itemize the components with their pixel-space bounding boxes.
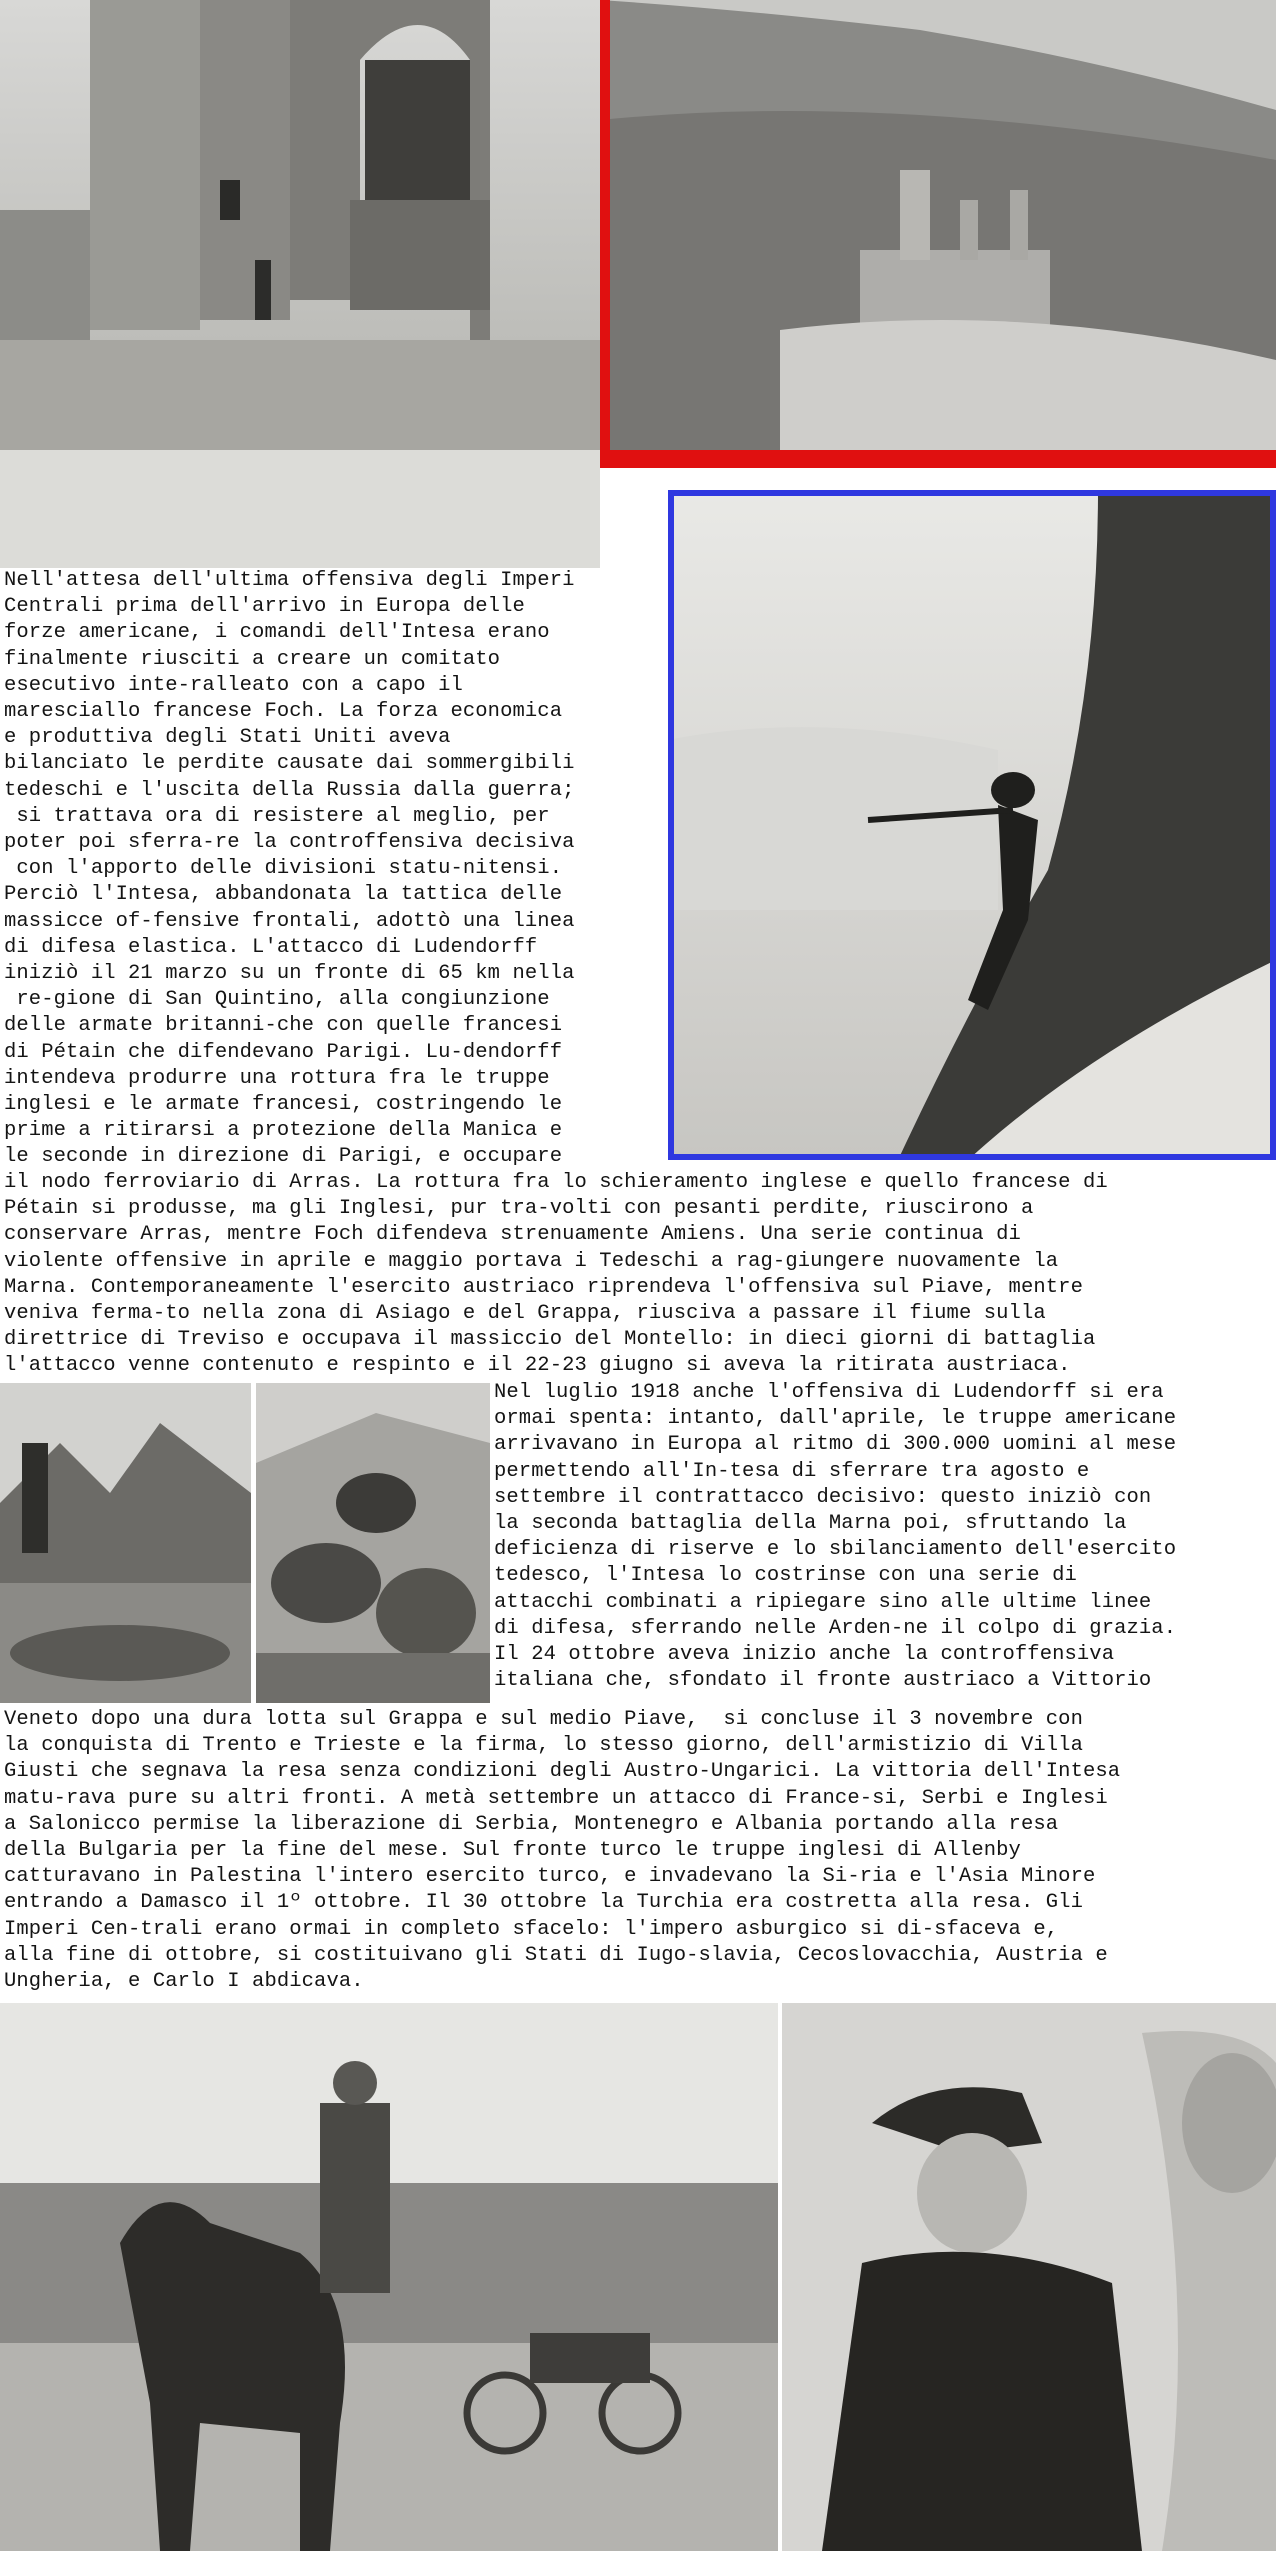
photo-troops-in-rocks: [256, 1383, 490, 1703]
officer-mountains-image: [0, 1383, 251, 1703]
photo-alpine-officers: [782, 2003, 1276, 2551]
photo-ruined-church: [0, 0, 600, 568]
soldier-on-ridge-image: [668, 490, 1276, 1160]
alpine-cemetery-image: [600, 0, 1276, 468]
article-paragraph-3: Nel luglio 1918 anche l'offensiva di Ludendorff si era ormai spenta: intanto, dall'aprile, le truppe americane arrivavano in Europa al ritmo di 300.000 uomini al mese permettendo all'In-tesa di sferrare tra agosto e settembre il contrattacco decisivo: questo iniziò con la seconda battaglia della Marna poi, sfruttando la deficienza di riserve e lo sbilanciamento dell'esercito tedesco, l'Intesa lo costrinse con una serie di attacchi combinati a ripiegare sino alle ultime linee di difesa, sferrando nelle Arden-ne il colpo di grazia. Il 24 ottobre aveva inizio anche la controffensiva italiana che, sfondato il fronte austriaco a Vittorio: [494, 1381, 1177, 1693]
alpine-officers-image: [782, 2003, 1276, 2551]
photo-alpine-cemetery: [600, 0, 1276, 468]
troops-in-rocks-image: [256, 1383, 490, 1703]
article-paragraph-4: Veneto dopo una dura lotta sul Grappa e sul medio Piave, si concluse il 3 novembre con la conquista di Trento e Trieste e la firma, lo stesso giorno, dell'armistizio di Villa Giusti che segnava la resa senza condizioni degli Austro-Ungarici. La vittoria dell'Intesa matu-rava pure su altri fronti. A metà settembre un attacco di France-si, Serbi e Inglesi a Salonicco permise la liberazione di Serbia, Montenegro e Albania portando alla resa della Bulgaria per la fine del mese. Sul fronte turco le truppe inglesi di Allenby catturavano in Palestina l'intero esercito turco, e invadevano la Si-ria e l'Asia Minore entrando a Damasco il 1º ottobre. Il 30 ottobre la Turchia era costretta alla resa. Gli Imperi Cen-trali erano ormai in completo sfacelo: l'impero asburgico si di-sfaceva e, alla fine di ottobre, si costituivano gli Stati di Iugo-slavia, Cecoslovacchia, Austria e Ungheria, e Carlo I abdicava.: [4, 1708, 1121, 1994]
photo-soldier-on-ridge: [668, 490, 1276, 1160]
ruined-church-image: [0, 0, 600, 568]
photo-cavalry-officers: [0, 2003, 778, 2551]
photo-officer-mountains: [0, 1383, 251, 1703]
cavalry-officers-image: [0, 2003, 778, 2551]
article-paragraph-1: Nell'attesa dell'ultima offensiva degli Imperi Centrali prima dell'arrivo in Europa delle forze americane, i comandi dell'Intesa erano finalmente riusciti a creare un comitato esecutivo inte-ralleato con a capo il maresciallo francese Foch. La forza economica e produttiva degli Stati Uniti aveva bilanciato le perdite causate dai sommergibili tedeschi e l'uscita della Russia dalla guerra; si trattava ora di resistere al meglio, per poter poi sferra-re la controffensiva decisiva con l'apporto delle divisioni statu-nitensi. Perciò l'Intesa, abbandonata la tattica delle massicce of-fensive frontali, adottò una linea di difesa elastica. L'attacco di Ludendorff iniziò il 21 marzo su un fronte di 65 km nella re-gione di San Quintino, alla congiunzione delle armate britanni-che con quelle francesi di Pétain che difendevano Parigi. Lu-dendorff intendeva produrre una rottura fra le truppe inglesi e le armate francesi, costringendo le prime a ritirarsi a protezione della Manica e le seconde in direzione di Parigi, e occupare: [4, 569, 575, 1169]
article-paragraph-2: il nodo ferroviario di Arras. La rottura fra lo schieramento inglese e quello francese di Pétain si produsse, ma gli Inglesi, pur tra-volti con pesanti perdite, riuscirono a conservare Arras, mentre Foch difendeva strenuamente Amiens. Una serie continua di violente offensive in aprile e maggio portava i Tedeschi a rag-giungere nuovamente la Marna. Contemporaneamente l'esercito austriaco riprendeva l'offensiva sul Piave, mentre veniva ferma-to nella zona di Asiago e del Grappa, riusciva a passare il fiume sulla direttrice di Treviso e occupava il massiccio del Montello: in dieci giorni di battaglia l'attacco venne contenuto e respinto e il 22-23 giugno si aveva la ritirata austriaca.: [4, 1171, 1108, 1378]
